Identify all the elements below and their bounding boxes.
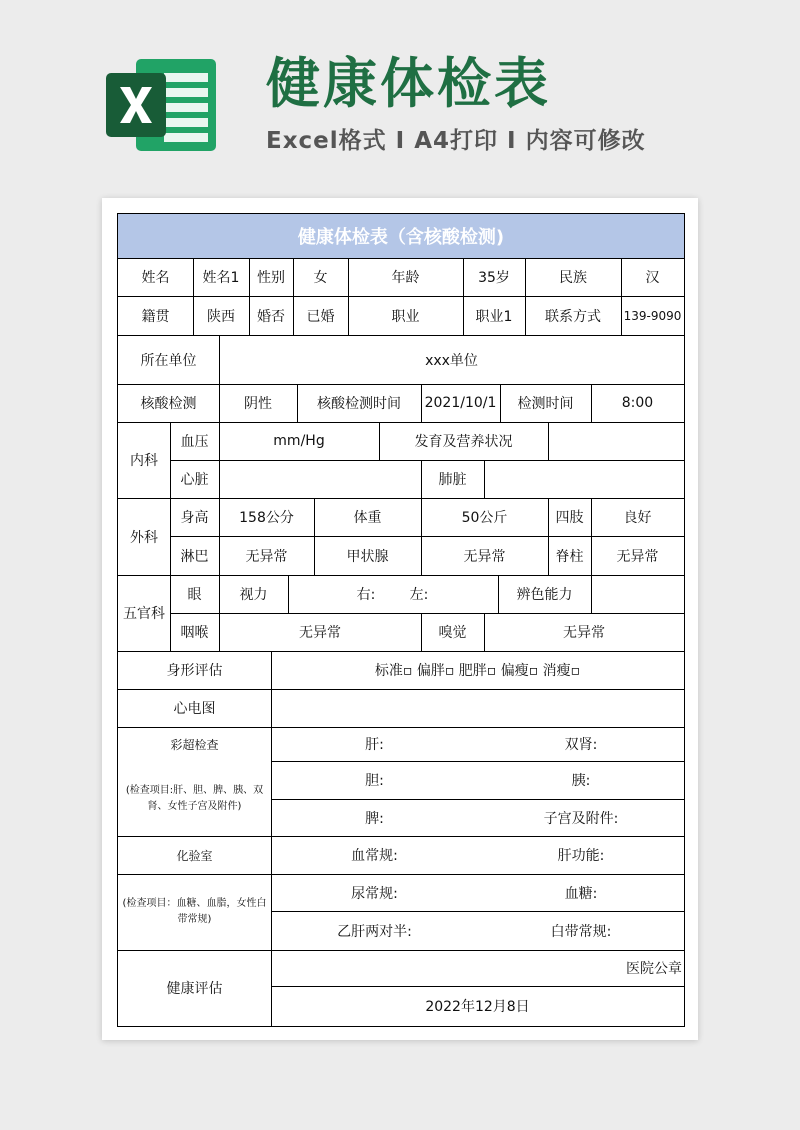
label-spleen: 脾: — [365, 810, 384, 827]
label-body-shape: 身形评估 — [166, 663, 223, 679]
hospital-seal-label: 医院公章 — [626, 961, 682, 977]
label-lab: 化验室 — [176, 848, 213, 863]
value-limbs[interactable]: 良好 — [623, 510, 652, 526]
value-native-place[interactable]: 陕西 — [207, 308, 235, 325]
value-throat[interactable]: 无异常 — [299, 625, 341, 641]
label-native-place: 籍贯 — [141, 308, 170, 325]
label-lymph: 淋巴 — [180, 548, 209, 565]
label-spine: 脊柱 — [555, 548, 584, 565]
label-blood-routine: 血常规: — [351, 848, 398, 864]
label-gender: 性别 — [257, 270, 285, 286]
value-marital[interactable]: 已婚 — [306, 308, 335, 325]
label-name: 姓名 — [141, 270, 170, 286]
value-nucleic-date[interactable]: 2021/10/1 — [424, 395, 497, 411]
value-weight[interactable]: 50公斤 — [461, 510, 508, 526]
label-lungs: 肺脏 — [438, 472, 467, 488]
label-vision-right: 右: — [356, 587, 376, 603]
section-internal-medicine: 内科 — [130, 453, 158, 469]
value-blood-pressure[interactable]: mm/Hg — [273, 433, 325, 449]
label-heart: 心脏 — [180, 472, 209, 488]
value-contact[interactable]: 139-9090 — [623, 308, 682, 323]
ultrasound-note: (检查项目:肝、胆、脾、胰、双肾、女性子宫及附件) — [125, 784, 264, 812]
label-leucorrhea: 白带常规: — [550, 923, 612, 940]
label-marital: 婚否 — [257, 308, 285, 325]
label-hepatitis-b: 乙肝两对半: — [337, 923, 412, 940]
value-ethnicity[interactable]: 汉 — [645, 270, 660, 286]
label-thyroid: 甲状腺 — [346, 548, 389, 565]
label-limbs: 四肢 — [555, 510, 584, 526]
label-test-time: 检测时间 — [517, 396, 574, 412]
col-divider — [288, 575, 289, 613]
value-heart[interactable] — [219, 460, 421, 498]
label-ecg: 心电图 — [173, 701, 216, 717]
section-surgery: 外科 — [130, 529, 158, 546]
label-kidneys: 双肾: — [564, 737, 598, 753]
label-blood-sugar: 血糖: — [564, 885, 598, 902]
value-nutrition[interactable] — [548, 422, 684, 460]
label-contact: 联系方式 — [545, 308, 601, 325]
value-gender[interactable]: 女 — [313, 270, 328, 286]
page-subtitle: Excel格式 I A4打印 I 内容可修改 — [266, 128, 646, 154]
label-vision-left: 左: — [409, 587, 429, 603]
label-liver-function: 肝功能: — [557, 848, 605, 864]
health-check-form — [117, 213, 685, 1027]
page-title: 健康体检表 — [266, 52, 551, 115]
label-pancreas: 胰: — [571, 773, 591, 789]
label-employer: 所在单位 — [140, 352, 197, 369]
label-health-assessment: 健康评估 — [166, 981, 223, 997]
value-thyroid[interactable]: 无异常 — [463, 548, 506, 565]
value-age[interactable]: 35岁 — [478, 270, 510, 286]
label-vision: 视力 — [239, 587, 268, 603]
value-color-vision[interactable] — [591, 575, 684, 613]
value-employer[interactable]: xxx单位 — [425, 352, 478, 369]
label-eye: 眼 — [187, 587, 202, 603]
section-ent: 五官科 — [123, 606, 165, 622]
document-paper — [102, 198, 698, 1040]
label-age: 年龄 — [391, 270, 420, 286]
value-smell[interactable]: 无异常 — [563, 625, 605, 641]
value-lungs[interactable] — [484, 460, 684, 498]
label-weight: 体重 — [353, 510, 382, 526]
value-test-time[interactable]: 8:00 — [621, 395, 654, 411]
label-ultrasound: 彩超检查 — [170, 737, 219, 752]
label-occupation: 职业 — [391, 308, 420, 325]
label-throat: 咽喉 — [180, 625, 209, 641]
label-liver: 肝: — [365, 737, 384, 753]
label-color-vision: 辨色能力 — [516, 587, 573, 603]
lab-note: (检查项目：血糖、血脂，女性白带常规) — [122, 898, 267, 925]
excel-logo-icon — [106, 55, 218, 155]
label-smell: 嗅觉 — [438, 625, 467, 641]
value-nucleic-test[interactable]: 阴性 — [244, 396, 272, 412]
label-nucleic-test: 核酸检测 — [140, 396, 197, 412]
label-blood-pressure: 血压 — [180, 434, 209, 450]
value-name[interactable]: 姓名1 — [202, 270, 240, 286]
value-spine[interactable]: 无异常 — [616, 548, 659, 565]
label-height: 身高 — [180, 510, 209, 526]
label-uterus: 子宫及附件: — [543, 810, 619, 827]
value-lymph[interactable]: 无异常 — [245, 548, 288, 565]
label-gallbladder: 胆: — [365, 773, 384, 789]
form-banner: 健康体检表（含核酸检测) — [118, 214, 684, 259]
value-body-shape-options[interactable]: 标准▫ 偏胖▫ 肥胖▫ 偏瘦▫ 消瘦▫ — [374, 663, 581, 679]
value-ecg[interactable] — [271, 689, 684, 727]
label-nucleic-date: 核酸检测时间 — [317, 396, 401, 412]
value-occupation[interactable]: 职业1 — [475, 308, 513, 325]
label-ethnicity: 民族 — [559, 270, 587, 286]
assessment-date[interactable]: 2022年12月8日 — [425, 999, 530, 1015]
label-urine-routine: 尿常规: — [351, 885, 398, 902]
label-nutrition: 发育及营养状况 — [414, 434, 513, 450]
value-height[interactable]: 158公分 — [239, 510, 294, 526]
